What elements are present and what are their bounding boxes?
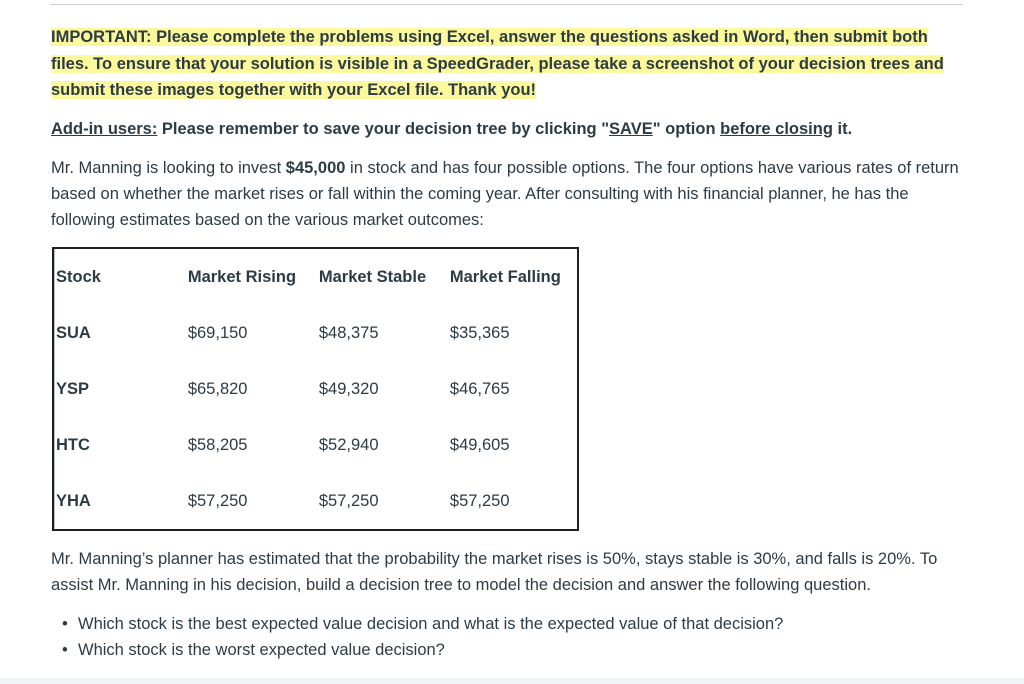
stable-value: $48,375 bbox=[318, 323, 379, 342]
question-text: Which stock is the worst expected value decision? bbox=[78, 641, 445, 659]
table-header-row bbox=[53, 248, 578, 305]
before-closing-text: before closing bbox=[720, 119, 833, 138]
rising-value: $57,250 bbox=[187, 491, 248, 510]
falling-value: $46,765 bbox=[449, 379, 510, 398]
stable-value: $52,940 bbox=[318, 435, 379, 454]
stock-returns-table bbox=[52, 247, 579, 531]
stable-value: $49,320 bbox=[318, 379, 379, 398]
header-stock: Stock bbox=[53, 248, 188, 305]
save-keyword: SAVE bbox=[609, 119, 653, 138]
intro-part1: Mr. Manning is looking to invest bbox=[51, 158, 286, 177]
table-row bbox=[53, 473, 578, 530]
header-market-falling: Market Falling bbox=[449, 267, 561, 286]
rising-value: $58,205 bbox=[187, 435, 248, 454]
intro-paragraph bbox=[51, 155, 966, 233]
addin-end-text: it. bbox=[832, 119, 853, 138]
table-row bbox=[53, 417, 578, 473]
stock-name: SUA bbox=[53, 305, 188, 361]
stock-name: YSP bbox=[53, 361, 188, 417]
top-divider bbox=[50, 4, 963, 5]
table-row bbox=[53, 305, 578, 361]
addin-note bbox=[51, 116, 966, 142]
stock-name: HTC bbox=[53, 417, 188, 473]
important-notice bbox=[51, 24, 966, 104]
falling-value: $49,605 bbox=[449, 435, 510, 454]
intro-part2: in stock and has four possible options. The four options have various rates of return based on whether the market rises or fall within the coming year. After consulting with his financial planner, he has the following estimates based on the various market outcomes: bbox=[51, 158, 959, 229]
bullet-icon: • bbox=[62, 615, 68, 633]
header-market-stable: Market Stable bbox=[318, 267, 427, 286]
falling-value: $57,250 bbox=[449, 491, 510, 510]
falling-value: $35,365 bbox=[449, 323, 510, 342]
probability-paragraph: Mr. Manning’s planner has estimated that the probability the market rises is 50%, stays stable is 30%, and falls is 20%. To assist Mr. Manning in his decision, build a decision tree to model the decision and answer the following question. bbox=[51, 550, 938, 594]
bullet-icon: • bbox=[62, 641, 68, 659]
table-row bbox=[53, 361, 578, 417]
important-highlight: IMPORTANT: Please complete the problems using Excel, answer the questions asked in Word, then submit both files. To ensure that your solution is visible in a SpeedGrader, please take a screenshot of your decision trees and submit these images together with your Excel file. Thank you! bbox=[51, 28, 944, 99]
addin-option-text: " option bbox=[652, 119, 721, 138]
addin-text: Please remember to save your decision tree by clicking " bbox=[157, 119, 610, 138]
bottom-scroll-strip bbox=[0, 678, 1024, 684]
rising-value: $65,820 bbox=[187, 379, 248, 398]
question-text: Which stock is the best expected value decision and what is the expected value of that decision? bbox=[78, 615, 784, 633]
investment-amount: $45,000 bbox=[285, 158, 346, 177]
assignment-content bbox=[51, 24, 966, 233]
addin-users-label: Add-in users: bbox=[51, 119, 158, 138]
stock-name: YHA bbox=[53, 473, 188, 530]
stable-value: $57,250 bbox=[318, 491, 379, 510]
question-list bbox=[51, 611, 783, 663]
header-market-rising: Market Rising bbox=[187, 267, 297, 286]
list-item bbox=[51, 637, 783, 663]
list-item bbox=[51, 611, 783, 637]
rising-value: $69,150 bbox=[187, 323, 248, 342]
